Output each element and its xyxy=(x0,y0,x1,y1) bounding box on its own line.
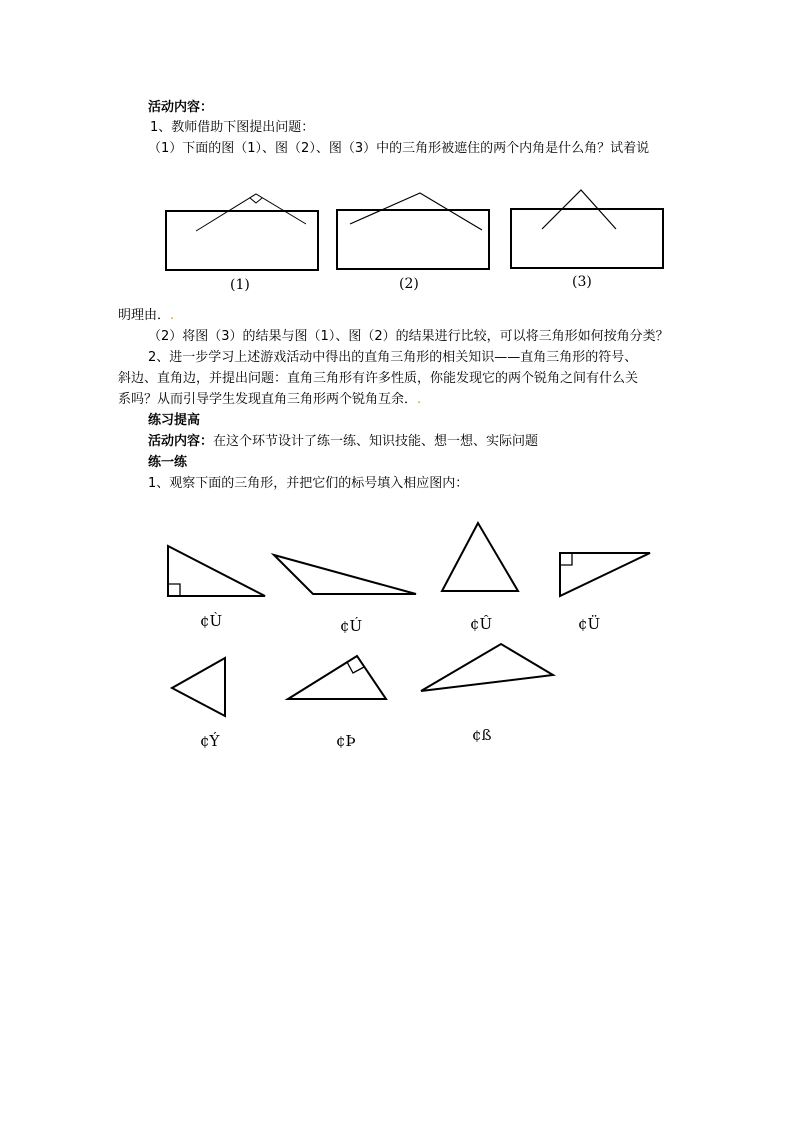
activity-heading: 活动内容： xyxy=(148,100,214,115)
triangle-2 xyxy=(274,555,416,594)
item-2-line-3: 系吗？从而引导学生发现直角三角形两个锐角互余．. xyxy=(118,392,422,407)
figure-2-caption: (2) xyxy=(399,276,419,292)
item-2-line-1: 2、进一步学习上述游戏活动中得出的直角三角形的相关知识——直角三角形的符号、 xyxy=(148,350,638,365)
question-2: （2）将图（3）的结果与图（1）、图（2）的结果进行比较，可以将三角形如何按角分类？ xyxy=(148,329,669,344)
triangle-7 xyxy=(421,644,553,691)
figure-1-caption: (1) xyxy=(230,277,250,293)
triangle-label-2: ¢Ú xyxy=(340,617,363,635)
triangle-label-5: ¢Ý xyxy=(200,732,220,750)
item-1-teacher: 1、教师借助下图提出问题： xyxy=(150,120,315,135)
triangle-5 xyxy=(172,658,225,716)
figure-3-caption: (3) xyxy=(572,274,592,290)
question-1-line-1: （1）下面的图（1）、图（2）、图（3）中的三角形被遮住的两个内角是什么角？试着说 xyxy=(148,141,650,156)
triangle-4 xyxy=(560,553,650,596)
practice-item-1: 1、观察下面的三角形，并把它们的标号填入相应图内： xyxy=(148,476,469,491)
triangle-6 xyxy=(288,656,386,699)
item-2-line-2: 斜边、直角边，并提出问题：直角三角形有许多性质，你能发现它的两个锐角之间有什么关 xyxy=(118,371,639,386)
triangle-label-1: ¢Ù xyxy=(200,612,223,630)
triangle-label-6: ¢Þ xyxy=(336,732,356,750)
triangle-1 xyxy=(168,546,265,596)
triangle-label-4: ¢Ü xyxy=(578,615,601,633)
triangle-label-3: ¢Û xyxy=(470,615,493,633)
practice-subheading: 练一练 xyxy=(148,455,188,470)
triangle-label-7: ¢ß xyxy=(472,726,492,744)
decorative-dot: . xyxy=(417,392,422,407)
decorative-dot: . xyxy=(170,308,175,323)
practice-heading: 练习提高 xyxy=(148,413,201,428)
question-1-line-2: 明理由．. xyxy=(118,308,175,323)
triangle-3 xyxy=(442,523,518,591)
practice-content-label: 活动内容： xyxy=(148,434,214,449)
practice-content-text: 在这个环节设计了练一练、知识技能、想一想、实际问题 xyxy=(213,434,539,449)
